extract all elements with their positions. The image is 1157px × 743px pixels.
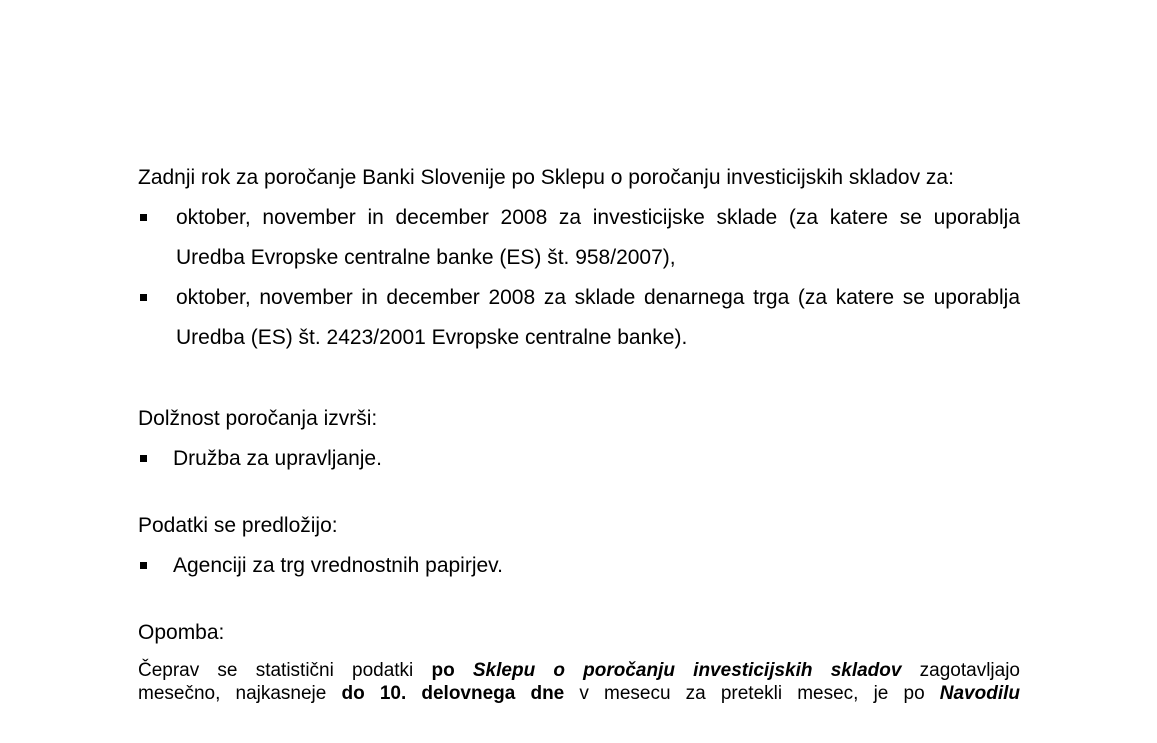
note-line-2 (138, 682, 1020, 705)
document-body (138, 158, 1020, 705)
note-bold-text: po (431, 660, 473, 681)
square-bullet-icon (140, 562, 147, 569)
list-item (138, 278, 1020, 358)
deadline-list (138, 198, 1020, 358)
note-deadline-text: do 10. delovnega dne (341, 683, 565, 704)
obligation-list (138, 439, 1020, 479)
square-bullet-icon (140, 214, 147, 221)
obligation-item-text: Družba za upravljanje. (173, 447, 382, 470)
note-heading: Opomba: (138, 621, 225, 644)
list-item (138, 546, 1020, 586)
note-text: mesečno, najkasneje (138, 683, 342, 704)
note-paragraph (138, 659, 1020, 705)
note-line-1 (138, 659, 1020, 682)
square-bullet-icon (140, 294, 147, 301)
note-regulation-title: Sklepu o poročanju investicijskih skladov (472, 660, 902, 681)
list-item (138, 439, 1020, 479)
deadline-item-text: oktober, november in december 2008 za sklade denarnega trga (za katere se uporablja Uredba (ES) št. 2423/2001 Evropske centralne banke). (176, 286, 1020, 349)
deadline-item-text: oktober, november in december 2008 za investicijske sklade (za katere se uporablja Uredba Evropske centralne banke (ES) št. 958/2007), (176, 206, 1020, 269)
note-text: Čeprav se statistični podatki (138, 660, 432, 681)
note-text: v mesecu za pretekli mesec, je po (564, 683, 940, 704)
list-item (138, 198, 1020, 278)
note-instruction-title: Navodilu (939, 683, 1020, 704)
submission-item-text: Agenciji za trg vrednostnih papirjev. (173, 554, 503, 577)
submission-list (138, 546, 1020, 586)
note-text: zagotavljajo (901, 660, 1020, 681)
obligation-heading: Dolžnost poročanja izvrši: (138, 407, 378, 430)
deadline-intro: Zadnji rok za poročanje Banki Slovenije po Sklepu o poročanju investicijskih skladov za: (138, 166, 954, 189)
submission-heading: Podatki se predložijo: (138, 514, 338, 537)
square-bullet-icon (140, 455, 147, 462)
